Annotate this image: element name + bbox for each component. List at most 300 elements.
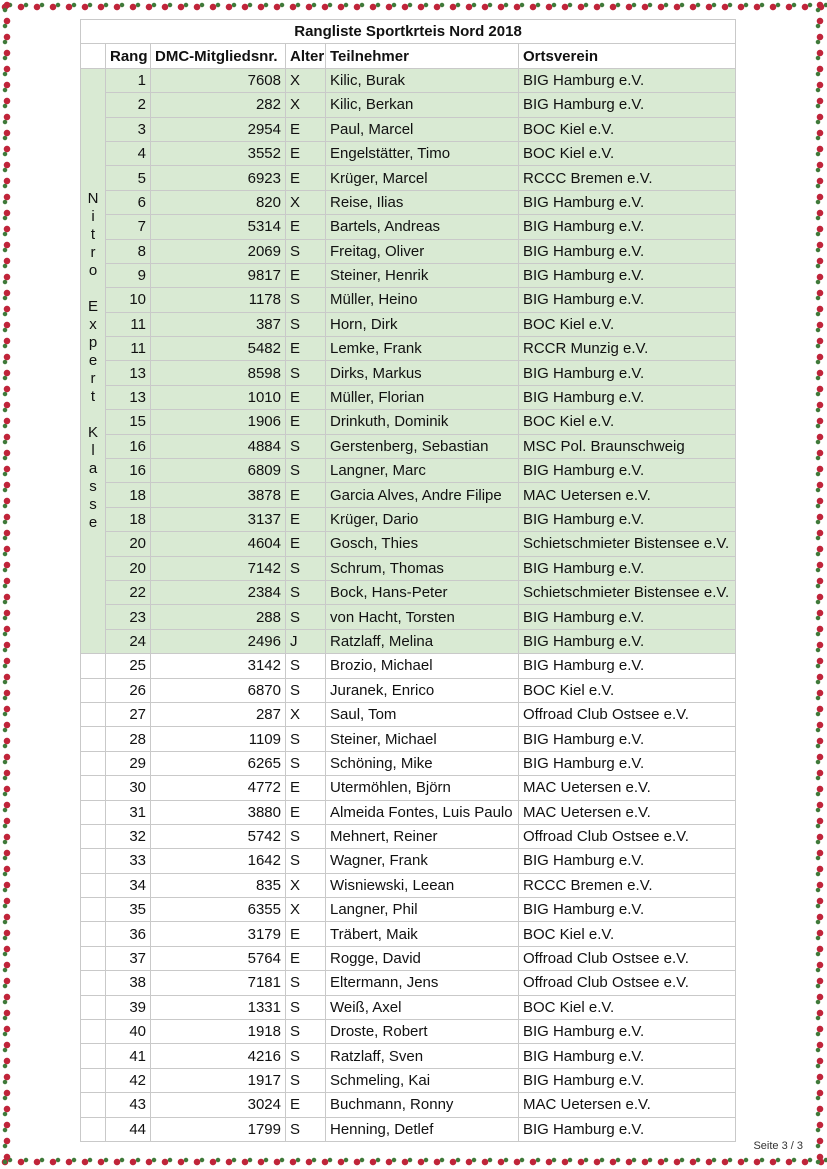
cell-teilnehmer: Träbert, Maik (326, 922, 519, 946)
cell-teilnehmer: Mehnert, Reiner (326, 824, 519, 848)
cell-dmc: 6265 (151, 751, 286, 775)
class-empty-cell (81, 824, 106, 848)
cell-dmc: 1642 (151, 849, 286, 873)
cell-ortsverein: BIG Hamburg e.V. (519, 629, 736, 653)
class-empty-cell (81, 727, 106, 751)
rose-border-bottom-icon (0, 1155, 827, 1169)
cell-teilnehmer: Engelstätter, Timo (326, 141, 519, 165)
cell-alter: E (286, 532, 326, 556)
header-row (81, 44, 736, 68)
cell-dmc: 7608 (151, 68, 286, 92)
cell-teilnehmer: Saul, Tom (326, 702, 519, 726)
cell-rang: 16 (106, 459, 151, 483)
cell-rang: 42 (106, 1068, 151, 1092)
cell-teilnehmer: Buchmann, Ronny (326, 1093, 519, 1117)
class-empty-cell (81, 873, 106, 897)
cell-rang: 29 (106, 751, 151, 775)
cell-teilnehmer: Bartels, Andreas (326, 215, 519, 239)
table-row (81, 532, 736, 556)
cell-alter: E (286, 215, 326, 239)
cell-alter: E (286, 776, 326, 800)
page-number: Seite 3 / 3 (753, 1140, 803, 1152)
table-row (81, 190, 736, 214)
table-row (81, 629, 736, 653)
cell-ortsverein: BIG Hamburg e.V. (519, 263, 736, 287)
table-row (81, 117, 736, 141)
cell-dmc: 287 (151, 702, 286, 726)
table-row (81, 580, 736, 604)
table-row (81, 605, 736, 629)
cell-alter: E (286, 385, 326, 409)
table-row (81, 922, 736, 946)
header-class (81, 44, 106, 68)
cell-rang: 25 (106, 654, 151, 678)
cell-teilnehmer: Gosch, Thies (326, 532, 519, 556)
cell-alter: E (286, 141, 326, 165)
cell-teilnehmer: Dirks, Markus (326, 361, 519, 385)
table-row (81, 800, 736, 824)
cell-ortsverein: BIG Hamburg e.V. (519, 556, 736, 580)
cell-ortsverein: BIG Hamburg e.V. (519, 507, 736, 531)
cell-alter: S (286, 751, 326, 775)
cell-ortsverein: BIG Hamburg e.V. (519, 1044, 736, 1068)
cell-alter: E (286, 507, 326, 531)
cell-teilnehmer: Weiß, Axel (326, 995, 519, 1019)
class-empty-cell (81, 946, 106, 970)
cell-teilnehmer: Droste, Robert (326, 1020, 519, 1044)
cell-ortsverein: BIG Hamburg e.V. (519, 1068, 736, 1092)
cell-rang: 31 (106, 800, 151, 824)
cell-alter: E (286, 166, 326, 190)
class-empty-cell (81, 995, 106, 1019)
class-empty-cell (81, 654, 106, 678)
cell-rang: 30 (106, 776, 151, 800)
table-row (81, 459, 736, 483)
cell-rang: 38 (106, 971, 151, 995)
cell-rang: 11 (106, 337, 151, 361)
cell-rang: 34 (106, 873, 151, 897)
ranking-sheet (80, 19, 735, 1142)
cell-alter: E (286, 117, 326, 141)
cell-teilnehmer: Henning, Detlef (326, 1117, 519, 1141)
cell-alter: X (286, 68, 326, 92)
cell-dmc: 1918 (151, 1020, 286, 1044)
cell-ortsverein: RCCR Munzig e.V. (519, 337, 736, 361)
cell-rang: 23 (106, 605, 151, 629)
table-row (81, 824, 736, 848)
cell-dmc: 7142 (151, 556, 286, 580)
rose-border-top-icon (0, 0, 827, 14)
cell-teilnehmer: Eltermann, Jens (326, 971, 519, 995)
table-row (81, 483, 736, 507)
table-row (81, 434, 736, 458)
class-empty-cell (81, 776, 106, 800)
table-row (81, 873, 736, 897)
cell-alter: S (286, 312, 326, 336)
cell-teilnehmer: Juranek, Enrico (326, 678, 519, 702)
cell-teilnehmer: Schmeling, Kai (326, 1068, 519, 1092)
cell-rang: 1 (106, 68, 151, 92)
cell-ortsverein: MAC Uetersen e.V. (519, 483, 736, 507)
cell-alter: X (286, 873, 326, 897)
cell-rang: 18 (106, 483, 151, 507)
cell-dmc: 1331 (151, 995, 286, 1019)
cell-ortsverein: BIG Hamburg e.V. (519, 361, 736, 385)
cell-alter: S (286, 434, 326, 458)
cell-ortsverein: Offroad Club Ostsee e.V. (519, 702, 736, 726)
cell-rang: 33 (106, 849, 151, 873)
class-empty-cell (81, 898, 106, 922)
cell-rang: 40 (106, 1020, 151, 1044)
cell-rang: 18 (106, 507, 151, 531)
header-rang: Rang (106, 44, 151, 68)
cell-ortsverein: Offroad Club Ostsee e.V. (519, 971, 736, 995)
table-row (81, 166, 736, 190)
cell-dmc: 3179 (151, 922, 286, 946)
table-row (81, 898, 736, 922)
cell-dmc: 1109 (151, 727, 286, 751)
cell-dmc: 5314 (151, 215, 286, 239)
class-empty-cell (81, 678, 106, 702)
cell-teilnehmer: Kilic, Burak (326, 68, 519, 92)
table-row (81, 995, 736, 1019)
cell-alter: J (286, 629, 326, 653)
table-row (81, 946, 736, 970)
cell-ortsverein: BOC Kiel e.V. (519, 141, 736, 165)
cell-rang: 13 (106, 361, 151, 385)
cell-ortsverein: BIG Hamburg e.V. (519, 1117, 736, 1141)
cell-alter: S (286, 605, 326, 629)
cell-teilnehmer: Paul, Marcel (326, 117, 519, 141)
table-row (81, 678, 736, 702)
cell-teilnehmer: Steiner, Michael (326, 727, 519, 751)
cell-dmc: 282 (151, 93, 286, 117)
class-empty-cell (81, 971, 106, 995)
cell-ortsverein: BOC Kiel e.V. (519, 678, 736, 702)
cell-teilnehmer: Horn, Dirk (326, 312, 519, 336)
cell-dmc: 7181 (151, 971, 286, 995)
cell-dmc: 3880 (151, 800, 286, 824)
cell-alter: E (286, 483, 326, 507)
cell-dmc: 288 (151, 605, 286, 629)
class-label-cell (81, 68, 106, 653)
header-teilnehmer: Teilnehmer (326, 44, 519, 68)
cell-ortsverein: BIG Hamburg e.V. (519, 459, 736, 483)
cell-alter: E (286, 263, 326, 287)
ranking-table (80, 19, 736, 1142)
cell-alter: S (286, 1044, 326, 1068)
cell-teilnehmer: Schrum, Thomas (326, 556, 519, 580)
cell-dmc: 4772 (151, 776, 286, 800)
cell-rang: 36 (106, 922, 151, 946)
cell-teilnehmer: Müller, Florian (326, 385, 519, 409)
class-empty-cell (81, 1117, 106, 1141)
cell-teilnehmer: Utermöhlen, Björn (326, 776, 519, 800)
cell-dmc: 820 (151, 190, 286, 214)
table-title: Rangliste Sportkrteis Nord 2018 (81, 20, 736, 44)
cell-ortsverein: BOC Kiel e.V. (519, 312, 736, 336)
cell-ortsverein: BIG Hamburg e.V. (519, 190, 736, 214)
cell-dmc: 4216 (151, 1044, 286, 1068)
cell-teilnehmer: Langner, Phil (326, 898, 519, 922)
cell-alter: E (286, 800, 326, 824)
cell-dmc: 8598 (151, 361, 286, 385)
cell-rang: 20 (106, 532, 151, 556)
cell-alter: S (286, 1117, 326, 1141)
cell-rang: 20 (106, 556, 151, 580)
cell-alter: S (286, 361, 326, 385)
cell-dmc: 3024 (151, 1093, 286, 1117)
cell-rang: 43 (106, 1093, 151, 1117)
cell-dmc: 835 (151, 873, 286, 897)
cell-rang: 13 (106, 385, 151, 409)
cell-dmc: 2954 (151, 117, 286, 141)
header-alter: Alter (286, 44, 326, 68)
table-row (81, 507, 736, 531)
table-row (81, 776, 736, 800)
cell-alter: S (286, 239, 326, 263)
cell-dmc: 2496 (151, 629, 286, 653)
cell-ortsverein: Schietschmieter Bistensee e.V. (519, 580, 736, 604)
rose-border-right-icon (813, 0, 827, 1169)
cell-rang: 27 (106, 702, 151, 726)
cell-alter: S (286, 995, 326, 1019)
cell-alter: E (286, 946, 326, 970)
cell-dmc: 1178 (151, 288, 286, 312)
cell-ortsverein: RCCC Bremen e.V. (519, 166, 736, 190)
cell-rang: 5 (106, 166, 151, 190)
cell-dmc: 2384 (151, 580, 286, 604)
cell-rang: 11 (106, 312, 151, 336)
table-row (81, 215, 736, 239)
cell-alter: S (286, 824, 326, 848)
cell-dmc: 6809 (151, 459, 286, 483)
class-empty-cell (81, 751, 106, 775)
cell-rang: 10 (106, 288, 151, 312)
cell-ortsverein: BIG Hamburg e.V. (519, 1020, 736, 1044)
cell-ortsverein: BIG Hamburg e.V. (519, 751, 736, 775)
cell-teilnehmer: Gerstenberg, Sebastian (326, 434, 519, 458)
table-row (81, 751, 736, 775)
cell-teilnehmer: Ratzlaff, Melina (326, 629, 519, 653)
cell-teilnehmer: Krüger, Marcel (326, 166, 519, 190)
cell-dmc: 3878 (151, 483, 286, 507)
table-row (81, 239, 736, 263)
cell-alter: S (286, 1020, 326, 1044)
table-row (81, 1068, 736, 1092)
rose-border-left-icon (0, 0, 14, 1169)
cell-rang: 26 (106, 678, 151, 702)
cell-rang: 44 (106, 1117, 151, 1141)
cell-ortsverein: RCCC Bremen e.V. (519, 873, 736, 897)
table-row (81, 288, 736, 312)
cell-rang: 37 (106, 946, 151, 970)
cell-ortsverein: BIG Hamburg e.V. (519, 654, 736, 678)
cell-rang: 28 (106, 727, 151, 751)
cell-alter: S (286, 288, 326, 312)
cell-alter: E (286, 922, 326, 946)
cell-teilnehmer: von Hacht, Torsten (326, 605, 519, 629)
cell-teilnehmer: Bock, Hans-Peter (326, 580, 519, 604)
cell-alter: S (286, 459, 326, 483)
table-row (81, 263, 736, 287)
cell-dmc: 6923 (151, 166, 286, 190)
cell-dmc: 5764 (151, 946, 286, 970)
cell-dmc: 1010 (151, 385, 286, 409)
table-row (81, 702, 736, 726)
cell-alter: S (286, 727, 326, 751)
class-empty-cell (81, 702, 106, 726)
cell-rang: 32 (106, 824, 151, 848)
class-empty-cell (81, 1044, 106, 1068)
header-dmc: DMC-Mitgliedsnr. (151, 44, 286, 68)
class-empty-cell (81, 1020, 106, 1044)
class-empty-cell (81, 1093, 106, 1117)
cell-alter: S (286, 678, 326, 702)
cell-rang: 24 (106, 629, 151, 653)
cell-alter: X (286, 898, 326, 922)
cell-teilnehmer: Kilic, Berkan (326, 93, 519, 117)
cell-teilnehmer: Wagner, Frank (326, 849, 519, 873)
table-row (81, 337, 736, 361)
cell-ortsverein: Schietschmieter Bistensee e.V. (519, 532, 736, 556)
cell-dmc: 9817 (151, 263, 286, 287)
table-row (81, 556, 736, 580)
cell-teilnehmer: Steiner, Henrik (326, 263, 519, 287)
class-empty-cell (81, 922, 106, 946)
cell-rang: 2 (106, 93, 151, 117)
cell-rang: 4 (106, 141, 151, 165)
table-row (81, 971, 736, 995)
cell-teilnehmer: Rogge, David (326, 946, 519, 970)
cell-teilnehmer: Schöning, Mike (326, 751, 519, 775)
cell-alter: X (286, 93, 326, 117)
class-empty-cell (81, 1068, 106, 1092)
cell-rang: 22 (106, 580, 151, 604)
cell-ortsverein: MAC Uetersen e.V. (519, 776, 736, 800)
cell-dmc: 6355 (151, 898, 286, 922)
cell-rang: 39 (106, 995, 151, 1019)
cell-dmc: 4884 (151, 434, 286, 458)
table-row (81, 93, 736, 117)
table-row (81, 1044, 736, 1068)
cell-dmc: 3137 (151, 507, 286, 531)
table-row (81, 385, 736, 409)
cell-teilnehmer: Almeida Fontes, Luis Paulo (326, 800, 519, 824)
cell-alter: E (286, 410, 326, 434)
table-row (81, 654, 736, 678)
cell-rang: 16 (106, 434, 151, 458)
cell-alter: S (286, 654, 326, 678)
cell-dmc: 3142 (151, 654, 286, 678)
cell-ortsverein: MAC Uetersen e.V. (519, 1093, 736, 1117)
header-ortsverein: Ortsverein (519, 44, 736, 68)
cell-dmc: 387 (151, 312, 286, 336)
cell-alter: S (286, 580, 326, 604)
cell-alter: S (286, 556, 326, 580)
cell-ortsverein: BIG Hamburg e.V. (519, 68, 736, 92)
cell-rang: 35 (106, 898, 151, 922)
title-row (81, 20, 736, 44)
cell-teilnehmer: Ratzlaff, Sven (326, 1044, 519, 1068)
table-row (81, 410, 736, 434)
cell-teilnehmer: Garcia Alves, Andre Filipe (326, 483, 519, 507)
table-row (81, 849, 736, 873)
cell-rang: 7 (106, 215, 151, 239)
cell-alter: E (286, 1093, 326, 1117)
cell-ortsverein: BIG Hamburg e.V. (519, 288, 736, 312)
table-row (81, 1117, 736, 1141)
table-row (81, 1020, 736, 1044)
table-row (81, 312, 736, 336)
class-empty-cell (81, 800, 106, 824)
cell-ortsverein: BIG Hamburg e.V. (519, 727, 736, 751)
cell-rang: 6 (106, 190, 151, 214)
cell-ortsverein: BOC Kiel e.V. (519, 922, 736, 946)
cell-ortsverein: BIG Hamburg e.V. (519, 898, 736, 922)
cell-alter: S (286, 971, 326, 995)
cell-teilnehmer: Freitag, Oliver (326, 239, 519, 263)
cell-teilnehmer: Lemke, Frank (326, 337, 519, 361)
cell-ortsverein: MSC Pol. Braunschweig (519, 434, 736, 458)
cell-teilnehmer: Krüger, Dario (326, 507, 519, 531)
cell-dmc: 2069 (151, 239, 286, 263)
cell-ortsverein: BIG Hamburg e.V. (519, 385, 736, 409)
table-row (81, 1093, 736, 1117)
cell-dmc: 3552 (151, 141, 286, 165)
table-row (81, 727, 736, 751)
cell-alter: S (286, 1068, 326, 1092)
cell-teilnehmer: Drinkuth, Dominik (326, 410, 519, 434)
cell-dmc: 4604 (151, 532, 286, 556)
cell-ortsverein: Offroad Club Ostsee e.V. (519, 946, 736, 970)
table-row (81, 361, 736, 385)
cell-ortsverein: BIG Hamburg e.V. (519, 239, 736, 263)
class-empty-cell (81, 849, 106, 873)
cell-alter: S (286, 849, 326, 873)
cell-teilnehmer: Langner, Marc (326, 459, 519, 483)
table-row (81, 141, 736, 165)
cell-ortsverein: MAC Uetersen e.V. (519, 800, 736, 824)
cell-dmc: 6870 (151, 678, 286, 702)
cell-ortsverein: BOC Kiel e.V. (519, 995, 736, 1019)
cell-dmc: 5742 (151, 824, 286, 848)
cell-teilnehmer: Reise, Ilias (326, 190, 519, 214)
cell-rang: 8 (106, 239, 151, 263)
cell-rang: 15 (106, 410, 151, 434)
cell-rang: 3 (106, 117, 151, 141)
cell-ortsverein: Offroad Club Ostsee e.V. (519, 824, 736, 848)
table-row (81, 68, 736, 92)
cell-teilnehmer: Brozio, Michael (326, 654, 519, 678)
cell-teilnehmer: Wisniewski, Leean (326, 873, 519, 897)
cell-alter: X (286, 702, 326, 726)
cell-alter: E (286, 337, 326, 361)
cell-ortsverein: BOC Kiel e.V. (519, 117, 736, 141)
cell-rang: 9 (106, 263, 151, 287)
cell-ortsverein: BIG Hamburg e.V. (519, 849, 736, 873)
cell-dmc: 1799 (151, 1117, 286, 1141)
class-label: N i t r o E x p e r t K l a s s e (87, 189, 99, 531)
cell-dmc: 1917 (151, 1068, 286, 1092)
cell-alter: X (286, 190, 326, 214)
cell-ortsverein: BOC Kiel e.V. (519, 410, 736, 434)
cell-rang: 41 (106, 1044, 151, 1068)
cell-teilnehmer: Müller, Heino (326, 288, 519, 312)
cell-ortsverein: BIG Hamburg e.V. (519, 215, 736, 239)
cell-dmc: 5482 (151, 337, 286, 361)
cell-ortsverein: BIG Hamburg e.V. (519, 93, 736, 117)
